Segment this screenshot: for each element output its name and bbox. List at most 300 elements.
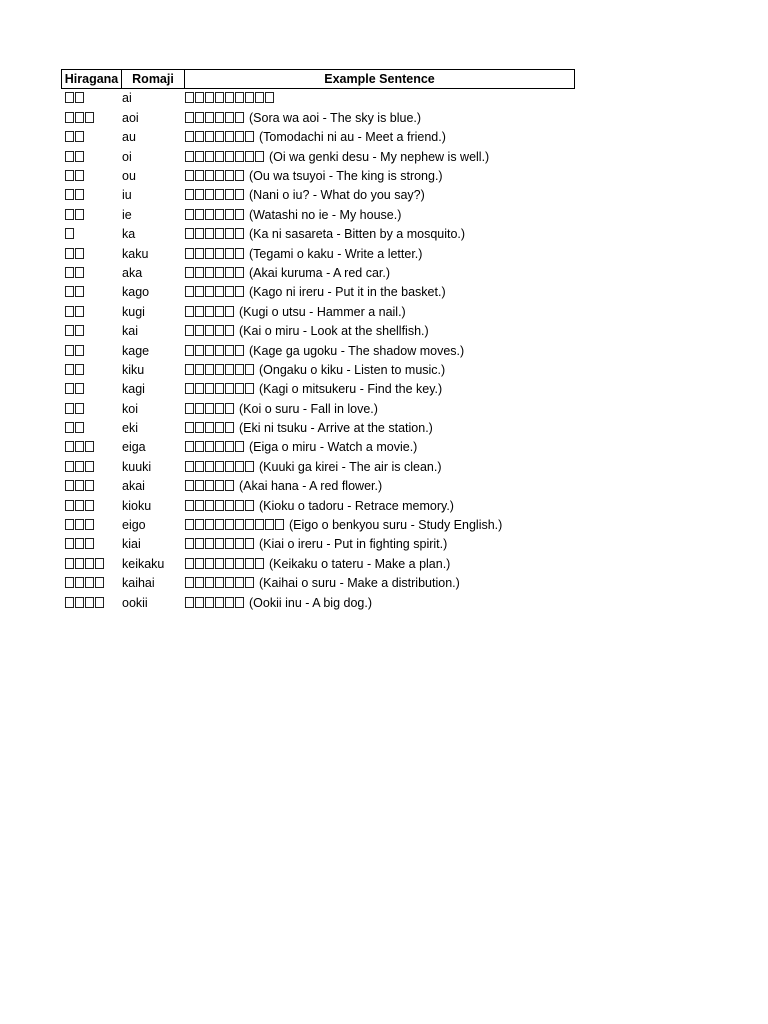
example-japanese-glyphs [185,383,255,396]
missing-glyph-box [75,112,84,123]
example-japanese-glyphs [185,422,235,435]
hiragana-glyphs [65,325,85,338]
missing-glyph-box [65,422,74,433]
table-body [61,89,575,613]
missing-glyph-box [235,519,244,530]
missing-glyph-box [255,519,264,530]
hiragana-cell [61,345,122,358]
missing-glyph-box [75,189,84,200]
table-row [61,457,575,476]
example-sentence-cell [185,306,575,319]
missing-glyph-box [245,519,254,530]
missing-glyph-box [185,538,194,549]
example-japanese-glyphs [185,189,245,202]
missing-glyph-box [215,325,224,336]
example-translation: (Kagi o mitsukeru - Find the key.) [259,382,443,397]
missing-glyph-box [95,577,104,588]
hiragana-cell [61,422,122,435]
example-sentence-cell [185,112,575,125]
example-japanese-glyphs [185,248,245,261]
missing-glyph-box [235,441,244,452]
example-japanese-glyphs [185,441,245,454]
missing-glyph-box [215,538,224,549]
missing-glyph-box [245,383,254,394]
missing-glyph-box [65,248,74,259]
missing-glyph-box [205,480,214,491]
missing-glyph-box [65,519,74,530]
romaji-cell: iu [122,188,132,203]
hiragana-glyphs [65,441,95,454]
example-translation: (Kugi o utsu - Hammer a nail.) [239,304,406,319]
romaji-cell: kiai [122,537,141,552]
missing-glyph-box [205,209,214,220]
hiragana-cell [61,519,122,532]
table-row [61,205,575,224]
missing-glyph-box [215,131,224,142]
missing-glyph-box [245,131,254,142]
example-sentence-cell [185,383,575,396]
missing-glyph-box [65,480,74,491]
missing-glyph-box [195,248,204,259]
missing-glyph-box [65,92,74,103]
missing-glyph-box [65,441,74,452]
hiragana-glyphs [65,383,85,396]
table-row [61,186,575,205]
example-sentence-cell [185,480,575,493]
example-translation: (Sora wa aoi - The sky is blue.) [249,110,422,125]
missing-glyph-box [235,151,244,162]
missing-glyph-box [75,248,84,259]
missing-glyph-box [195,286,204,297]
example-sentence-cell [185,538,575,551]
missing-glyph-box [235,345,244,356]
example-japanese-glyphs [185,519,285,532]
missing-glyph-box [205,92,214,103]
missing-glyph-box [205,267,214,278]
missing-glyph-box [65,558,74,569]
missing-glyph-box [245,364,254,375]
missing-glyph-box [185,189,194,200]
missing-glyph-box [65,112,74,123]
missing-glyph-box [215,306,224,317]
missing-glyph-box [75,480,84,491]
example-sentence-cell [185,170,575,183]
example-sentence-cell [185,441,575,454]
missing-glyph-box [65,403,74,414]
hiragana-cell [61,461,122,474]
missing-glyph-box [235,170,244,181]
romaji-cell: kugi [122,304,145,319]
example-translation: (Tegami o kaku - Write a letter.) [249,246,423,261]
romaji-cell: kaku [122,246,149,261]
missing-glyph-box [195,403,204,414]
missing-glyph-box [235,248,244,259]
table-row [61,574,575,593]
missing-glyph-box [195,151,204,162]
romaji-cell: eigo [122,518,146,533]
missing-glyph-box [195,170,204,181]
example-japanese-glyphs [185,209,245,222]
hiragana-cell [61,228,122,241]
missing-glyph-box [225,597,234,608]
missing-glyph-box [245,151,254,162]
hiragana-cell [61,248,122,261]
missing-glyph-box [195,306,204,317]
example-translation: (Kiai o ireru - Put in fighting spirit.) [259,537,448,552]
missing-glyph-box [225,403,234,414]
hiragana-cell [61,577,122,590]
missing-glyph-box [205,151,214,162]
example-japanese-glyphs [185,131,255,144]
example-sentence-cell [185,228,575,241]
missing-glyph-box [215,519,224,530]
table-row [61,535,575,554]
missing-glyph-box [85,519,94,530]
example-japanese-glyphs [185,112,245,125]
missing-glyph-box [225,558,234,569]
example-translation: (Ongaku o kiku - Listen to music.) [259,362,446,377]
romaji-cell: aoi [122,110,139,125]
example-japanese-glyphs [185,345,245,358]
example-japanese-glyphs [185,461,255,474]
missing-glyph-box [235,364,244,375]
missing-glyph-box [85,500,94,511]
missing-glyph-box [205,306,214,317]
missing-glyph-box [235,267,244,278]
hiragana-cell [61,92,122,105]
missing-glyph-box [215,577,224,588]
missing-glyph-box [65,500,74,511]
missing-glyph-box [235,286,244,297]
missing-glyph-box [245,577,254,588]
missing-glyph-box [205,170,214,181]
missing-glyph-box [215,151,224,162]
example-japanese-glyphs [185,403,235,416]
example-translation: (Akai hana - A red flower.) [239,479,383,494]
missing-glyph-box [215,170,224,181]
romaji-cell: kuuki [122,459,152,474]
missing-glyph-box [225,267,234,278]
table-row [61,244,575,263]
example-translation: (Kago ni ireru - Put it in the basket.) [249,285,446,300]
missing-glyph-box [75,325,84,336]
missing-glyph-box [195,209,204,220]
missing-glyph-box [195,500,204,511]
romaji-cell: kage [122,343,150,358]
missing-glyph-box [195,480,204,491]
missing-glyph-box [245,500,254,511]
hiragana-glyphs [65,519,95,532]
example-japanese-glyphs [185,480,235,493]
missing-glyph-box [215,480,224,491]
missing-glyph-box [205,538,214,549]
romaji-cell: ou [122,169,136,183]
example-sentence-cell [185,500,575,513]
romaji-cell: akai [122,479,145,494]
missing-glyph-box [85,112,94,123]
example-sentence-cell [185,364,575,377]
missing-glyph-box [185,597,194,608]
missing-glyph-box [65,306,74,317]
missing-glyph-box [65,461,74,472]
missing-glyph-box [65,209,74,220]
hiragana-glyphs [65,131,85,144]
hiragana-cell [61,209,122,222]
missing-glyph-box [185,441,194,452]
example-japanese-glyphs [185,151,265,164]
example-japanese-glyphs [185,170,245,183]
example-translation: (Ookii inu - A big dog.) [249,595,372,610]
example-sentence-cell [185,92,575,105]
hiragana-cell [61,151,122,164]
example-translation: (Kaihai o suru - Make a distribution.) [259,576,460,591]
missing-glyph-box [65,597,74,608]
table-row [61,554,575,573]
hiragana-glyphs [65,577,105,590]
missing-glyph-box [225,519,234,530]
romaji-cell: kioku [122,498,152,513]
missing-glyph-box [205,228,214,239]
missing-glyph-box [225,325,234,336]
table-row [61,380,575,399]
table-row [61,360,575,379]
missing-glyph-box [235,189,244,200]
missing-glyph-box [95,558,104,569]
missing-glyph-box [185,558,194,569]
missing-glyph-box [195,345,204,356]
missing-glyph-box [75,422,84,433]
missing-glyph-box [185,267,194,278]
hiragana-glyphs [65,170,85,183]
missing-glyph-box [225,131,234,142]
example-translation: (Kuuki ga kirei - The air is clean.) [259,459,442,474]
table-row [61,419,575,438]
missing-glyph-box [215,403,224,414]
missing-glyph-box [205,364,214,375]
header-romaji: Romaji [122,69,185,89]
missing-glyph-box [185,383,194,394]
missing-glyph-box [195,267,204,278]
missing-glyph-box [75,383,84,394]
hiragana-cell [61,325,122,338]
missing-glyph-box [195,577,204,588]
example-translation: (Eiga o miru - Watch a movie.) [249,440,418,455]
missing-glyph-box [185,286,194,297]
missing-glyph-box [185,131,194,142]
missing-glyph-box [235,538,244,549]
missing-glyph-box [215,558,224,569]
missing-glyph-box [195,383,204,394]
romaji-cell: ka [122,227,136,242]
table-row [61,302,575,321]
example-translation: (Nani o iu? - What do you say?) [249,188,425,203]
missing-glyph-box [225,422,234,433]
missing-glyph-box [185,345,194,356]
missing-glyph-box [75,538,84,549]
hiragana-glyphs [65,209,85,222]
missing-glyph-box [85,558,94,569]
missing-glyph-box [65,325,74,336]
missing-glyph-box [215,500,224,511]
missing-glyph-box [85,597,94,608]
romaji-cell: ai [122,91,132,106]
missing-glyph-box [215,345,224,356]
example-translation: (Eki ni tsuku - Arrive at the station.) [239,421,433,436]
missing-glyph-box [225,461,234,472]
hiragana-glyphs [65,112,95,125]
missing-glyph-box [65,151,74,162]
example-japanese-glyphs [185,538,255,551]
missing-glyph-box [195,325,204,336]
missing-glyph-box [225,500,234,511]
hiragana-glyphs [65,364,85,377]
romaji-cell: ookii [122,595,148,610]
romaji-cell: eiga [122,440,146,455]
missing-glyph-box [225,189,234,200]
missing-glyph-box [195,519,204,530]
missing-glyph-box [75,306,84,317]
example-sentence-cell [185,209,575,222]
missing-glyph-box [195,441,204,452]
hiragana-cell [61,364,122,377]
missing-glyph-box [215,267,224,278]
missing-glyph-box [65,267,74,278]
missing-glyph-box [75,131,84,142]
missing-glyph-box [225,170,234,181]
missing-glyph-box [225,480,234,491]
romaji-cell: keikaku [122,556,165,571]
romaji-cell: eki [122,421,138,436]
example-sentence-cell [185,267,575,280]
missing-glyph-box [245,461,254,472]
example-sentence-cell [185,422,575,435]
example-sentence-cell [185,286,575,299]
example-sentence-cell [185,519,575,532]
table-row [61,89,575,108]
missing-glyph-box [185,500,194,511]
hiragana-glyphs [65,597,105,610]
table-row [61,264,575,283]
missing-glyph-box [75,500,84,511]
missing-glyph-box [75,461,84,472]
table-row [61,496,575,515]
example-sentence-cell [185,597,575,610]
missing-glyph-box [225,209,234,220]
example-translation: (Tomodachi ni au - Meet a friend.) [259,130,446,145]
missing-glyph-box [65,189,74,200]
missing-glyph-box [225,248,234,259]
missing-glyph-box [75,151,84,162]
example-translation: (Kai o miru - Look at the shellfish.) [239,324,429,339]
missing-glyph-box [225,364,234,375]
missing-glyph-box [75,286,84,297]
example-sentence-cell [185,131,575,144]
missing-glyph-box [225,345,234,356]
missing-glyph-box [65,364,74,375]
missing-glyph-box [85,441,94,452]
hiragana-cell [61,480,122,493]
missing-glyph-box [195,112,204,123]
missing-glyph-box [75,209,84,220]
example-japanese-glyphs [185,364,255,377]
missing-glyph-box [215,422,224,433]
example-sentence-cell [185,461,575,474]
missing-glyph-box [75,558,84,569]
missing-glyph-box [215,248,224,259]
missing-glyph-box [85,577,94,588]
missing-glyph-box [205,248,214,259]
example-japanese-glyphs [185,325,235,338]
hiragana-glyphs [65,228,75,241]
missing-glyph-box [65,131,74,142]
missing-glyph-box [215,228,224,239]
hiragana-glyphs [65,248,85,261]
missing-glyph-box [95,597,104,608]
example-japanese-glyphs [185,500,255,513]
example-sentence-cell [185,325,575,338]
missing-glyph-box [185,248,194,259]
missing-glyph-box [215,189,224,200]
missing-glyph-box [205,558,214,569]
hiragana-cell [61,383,122,396]
missing-glyph-box [215,383,224,394]
romaji-cell: ie [122,207,132,222]
romaji-cell: oi [122,149,132,164]
table-row [61,167,575,186]
missing-glyph-box [195,538,204,549]
missing-glyph-box [215,92,224,103]
missing-glyph-box [195,422,204,433]
table-row [61,225,575,244]
missing-glyph-box [205,383,214,394]
missing-glyph-box [245,558,254,569]
missing-glyph-box [235,209,244,220]
hiragana-glyphs [65,538,95,551]
missing-glyph-box [85,480,94,491]
hiragana-cell [61,267,122,280]
missing-glyph-box [65,383,74,394]
missing-glyph-box [225,151,234,162]
hiragana-glyphs [65,92,85,105]
missing-glyph-box [215,364,224,375]
missing-glyph-box [205,189,214,200]
missing-glyph-box [85,538,94,549]
hiragana-cell [61,131,122,144]
example-japanese-glyphs [185,92,275,105]
hiragana-cell [61,538,122,551]
romaji-cell: kaihai [122,576,155,591]
hiragana-cell [61,500,122,513]
table-row [61,322,575,341]
missing-glyph-box [215,441,224,452]
missing-glyph-box [205,286,214,297]
hiragana-glyphs [65,189,85,202]
missing-glyph-box [185,325,194,336]
missing-glyph-box [75,267,84,278]
table-row [61,283,575,302]
missing-glyph-box [215,597,224,608]
example-translation: (Eigo o benkyou suru - Study English.) [289,518,503,533]
hiragana-glyphs [65,558,105,571]
missing-glyph-box [205,519,214,530]
missing-glyph-box [75,364,84,375]
missing-glyph-box [265,92,274,103]
table-row [61,341,575,360]
missing-glyph-box [235,558,244,569]
missing-glyph-box [235,461,244,472]
missing-glyph-box [185,306,194,317]
missing-glyph-box [225,112,234,123]
